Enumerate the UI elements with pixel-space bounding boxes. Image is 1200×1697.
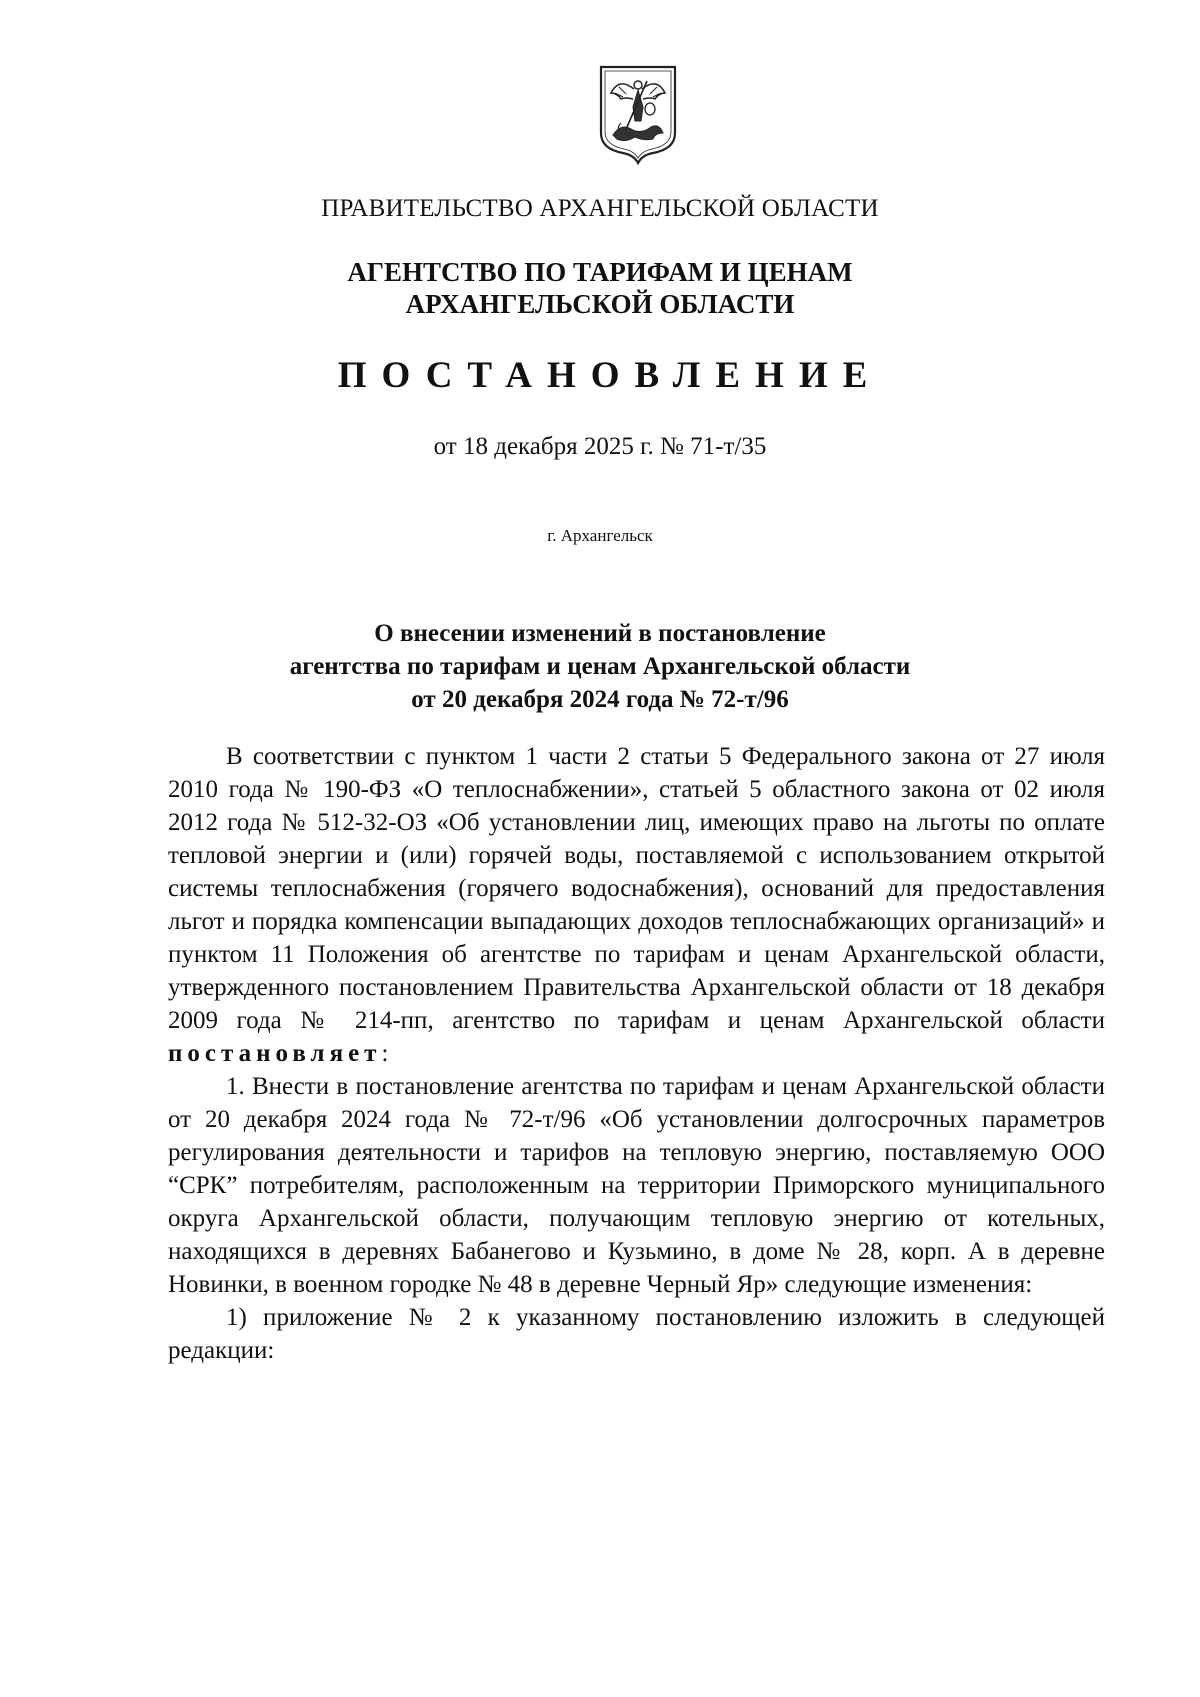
agency-title-line1: АГЕНТСТВО ПО ТАРИФАМ И ЦЕНАМ [347, 257, 853, 287]
agency-title-line2: АРХАНГЕЛЬСКОЙ ОБЛАСТИ [405, 289, 795, 319]
resolves-colon: : [381, 1040, 389, 1067]
agency-title [0, 256, 1200, 320]
preamble-text: В соответствии с пунктом 1 части 2 статьи 5 Федерального закона от 27 июля 2010 года № 190-ФЗ «О теплоснабжении», статьей 5 областного закона от 02 июля 2012 года № 512-32-ОЗ «Об установлении лиц, имеющих право на льготы по оплате тепловой энергии и (или) горячей воды, поставляемой с использованием открытой системы теплоснабжения (горячего водоснабжения), оснований для предоставления льгот и порядка компенсации выпадающих доходов теплоснабжающих организаций» и пунктом 11 Положения об агентстве по тарифам и ценам Архангельской области, утвержденного постановлением Правительства Архангельской области от 18 декабря 2009 года № 214-пп, агентство по тарифам и ценам Архангельской области [168, 743, 1105, 1034]
government-title: ПРАВИТЕЛЬСТВО АРХАНГЕЛЬСКОЙ ОБЛАСТИ [321, 195, 879, 222]
item-1-paragraph: 1. Внести в постановление агентства по тарифам и ценам Архангельской области от 20 декабря 2024 года № 72-т/96 «Об установлении долгосрочных параметров регулирования деятельности и тарифов на тепловую энергию, поставляемую ООО “СРК” потребителям, расположенным на территории Приморского муниципального округа Архангельской области, получающим тепловую энергию от котельных, находящихся в деревнях Бабанегово и Кузьмино, в доме № 28, корп. А в деревне Новинки, в военном городке № 48 в деревне Черный Яр» следующие изменения: [168, 1073, 1105, 1298]
resolves-word: постановляет [168, 1040, 382, 1067]
document-body [168, 740, 1105, 1367]
document-type: ПОСТАНОВЛЕНИЕ [337, 355, 883, 396]
subject-line3: от 20 декабря 2024 года № 72-т/96 [411, 686, 789, 713]
subject-line2: агентства по тарифам и ценам Архангельской области [289, 653, 911, 680]
subject-line1: О внесении изменений в постановление [374, 620, 826, 647]
document-city: г. Архангельск [547, 526, 653, 545]
coat-of-arms-icon [597, 63, 679, 165]
preamble-paragraph [168, 740, 1105, 1070]
item-1-1-paragraph: 1) приложение № 2 к указанному постановлению изложить в следующей редакции: [168, 1304, 1105, 1364]
document-date-number: от 18 декабря 2025 г. № 71-т/35 [433, 433, 767, 460]
document-subject [0, 617, 1200, 716]
